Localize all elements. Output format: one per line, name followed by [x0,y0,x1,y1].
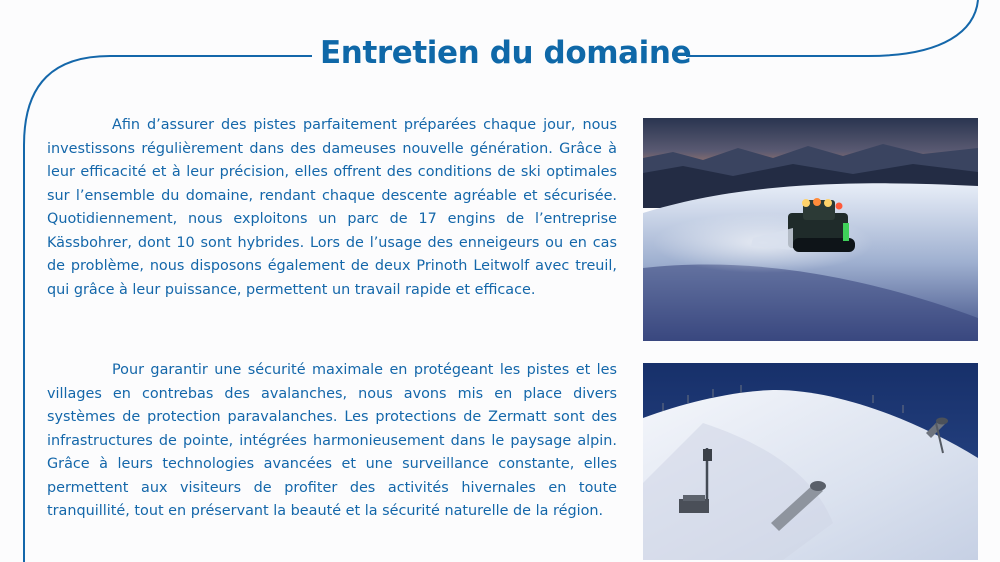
avalanche-protection-paragraph: Pour garantir une sécurité maximale en protégeant les pistes et les villages en contrebas des avalanches, nous avons mis en place divers systèmes de protection paravalanches. Les protections de Zermatt sont des infrastructures de pointe, intégrées harmonieusement dans le paysage alpin. Grâce à leurs technologies avancées et une surveillance constante, elles permettent aux visiteurs de profiter des activités hivernales en toute tranquillité, tout en préservant la beauté et la sécurité naturelle de la région. [47,362,617,519]
avalanche-protection-photo [643,363,978,560]
grooming-paragraph: Afin d’assurer des pistes parfaitement préparées chaque jour, nous investissons régulièrement dans des dameuses nouvelle génération. Grâce à leur efficacité et à leur précision, elles offrent des conditions de ski optimales sur l’ensemble du domaine, rendant chaque descente agréable et sécurisée. Quotidiennement, nous exploitons un parc de 17 engins de l’entreprise Kässbohrer, dont 10 sont hybrides. Lors de l’usage des enneigeurs ou en cas de problème, nous disposons également de deux Prinoth Leitwolf avec treuil, qui grâce à leur puissance, permettent un travail rapide et efficace. [47,117,617,298]
snow-groomer-photo [643,118,978,341]
page-title: Entretien du domaine [320,35,692,71]
